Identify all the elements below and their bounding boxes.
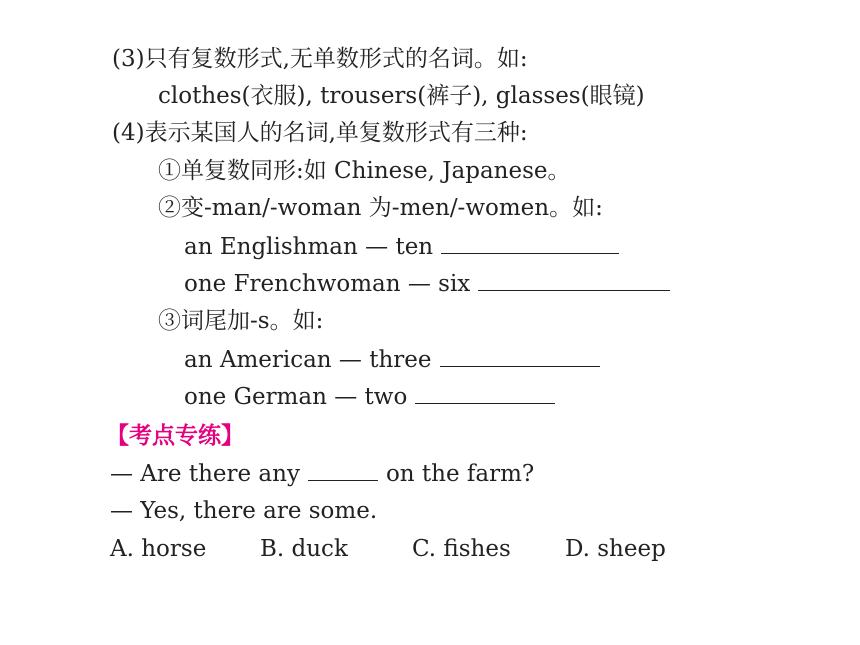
question-part-1: — Are there any [110,461,300,487]
example-englishman [184,231,619,262]
answer-blank-1[interactable] [441,231,619,254]
exercise-question [110,458,534,489]
example-american [184,344,600,375]
example-frenchwoman-text: one Frenchwoman — six [184,271,471,297]
example-frenchwoman [184,268,670,299]
option-c[interactable]: C. fishes [412,536,511,562]
option-b[interactable]: B. duck [260,536,348,562]
question-part-2: on the farm? [385,461,535,487]
rule-4-sub1: ①单复数同形:如 Chinese, Japanese。 [158,158,571,184]
example-american-text: an American — three [184,347,432,373]
rule-4-sub2: ②变-man/-woman 为-men/-women。如: [158,195,603,221]
option-d[interactable]: D. sheep [565,536,666,562]
exercise-heading: 【考点专练】 [106,423,244,449]
example-german-text: one German — two [184,384,408,410]
example-german [184,381,555,412]
answer-blank-2[interactable] [478,268,670,291]
rule-3-text: (3)只有复数形式,无单数形式的名词。如: [112,46,528,72]
rule-4-sub3: ③词尾加-s。如: [158,308,324,334]
rule-4-text: (4)表示某国人的名词,单复数形式有三种: [112,120,528,146]
exercise-answer: — Yes, there are some. [110,498,378,524]
answer-blank-3[interactable] [440,344,600,367]
rule-3-examples: clothes(衣服), trousers(裤子), glasses(眼镜) [158,83,645,109]
answer-blank-4[interactable] [415,381,555,404]
question-blank[interactable] [308,458,378,481]
option-a[interactable]: A. horse [110,536,207,562]
example-englishman-text: an Englishman — ten [184,234,434,260]
